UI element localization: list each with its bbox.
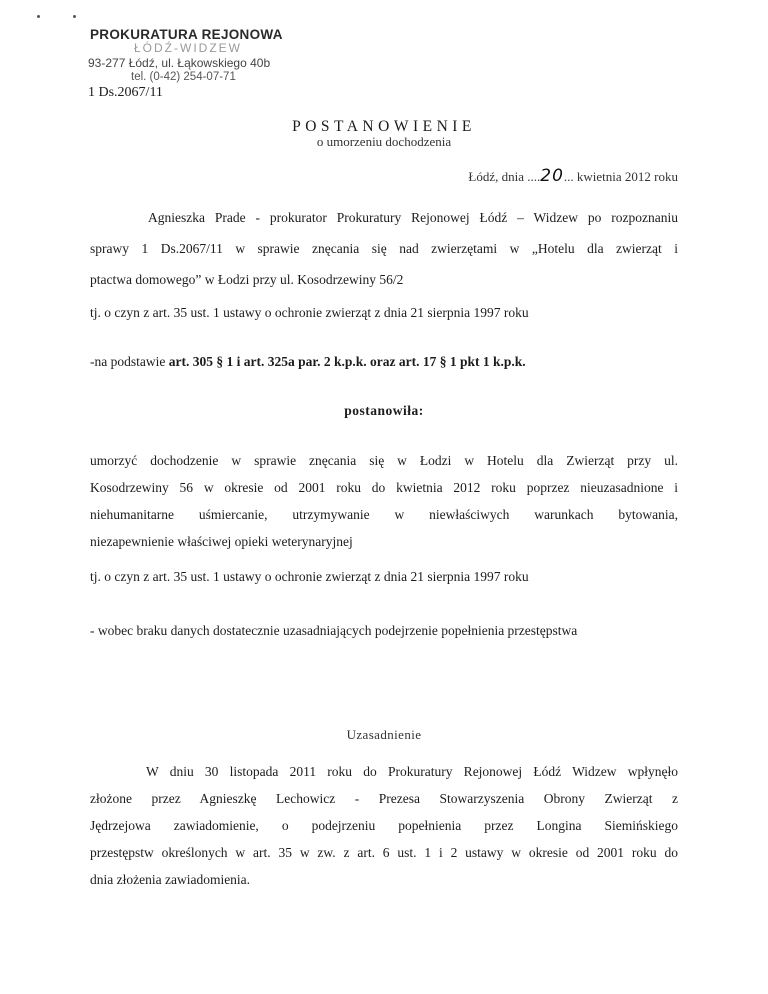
offence-description: tj. o czyn z art. 35 ust. 1 ustawy o ochronie zwierząt z dnia 21 sierpnia 1997 roku bbox=[90, 305, 529, 320]
decision-line: Kosodrzewiny 56 w okresie od 2001 roku do kwietnia 2012 roku poprzez nieuzasadnione i bbox=[90, 480, 678, 495]
stamp-district: ŁÓDŹ-WIDZEW bbox=[134, 41, 242, 55]
stamp-office-name: PROKURATURA REJONOWA bbox=[90, 27, 283, 42]
decision-paragraph bbox=[90, 447, 678, 555]
document-subtitle: o umorzeniu dochodzenia bbox=[316, 134, 452, 149]
intro-line: sprawy 1 Ds.2067/11 w sprawie znęcania się nad zwierzętami w „Hotelu dla zwierząt i bbox=[90, 241, 678, 256]
intro-line: Agnieszka Prade - prokurator Prokuratury Rejonowej Łódź – Widzew po rozpoznaniu bbox=[148, 210, 678, 225]
scan-speck bbox=[73, 15, 76, 18]
scan-speck bbox=[37, 15, 40, 18]
justification-line: przestępstw określonych w art. 35 w zw. z art. 6 ust. 1 i 2 ustawy w okresie od 2001 roku do bbox=[90, 845, 678, 860]
decision-line: niezapewnienie właściwej opieki weterynaryjnej bbox=[90, 534, 353, 549]
decision-line: umorzyć dochodzenie w sprawie znęcania się w Łodzi w Hotelu dla Zwierząt przy ul. bbox=[90, 453, 678, 468]
decision-heading: postanowiła: bbox=[344, 403, 424, 418]
justification-line: dnia złożenia zawiadomienia. bbox=[90, 872, 251, 887]
justification-line: W dniu 30 listopada 2011 roku do Prokuratury Rejonowej Łódź Widzew wpłynęło bbox=[146, 764, 678, 779]
document-title: POSTANOWIENIE bbox=[292, 118, 476, 135]
case-number: 1 Ds.2067/11 bbox=[88, 85, 163, 100]
justification-paragraph bbox=[90, 758, 678, 893]
no-data-clause: - wobec braku danych dostatecznie uzasadniających podejrzenie popełnienia przestępstwa bbox=[90, 623, 578, 638]
legal-basis bbox=[90, 354, 526, 370]
date-day-handwritten: 20 bbox=[540, 166, 564, 186]
legal-basis-prefix: -na podstawie bbox=[90, 354, 169, 369]
legal-basis-articles: art. 305 § 1 i art. 325a par. 2 k.p.k. oraz art. 17 § 1 pkt 1 k.p.k. bbox=[168, 354, 526, 369]
stamp-phone: tel. (0-42) 254-07-71 bbox=[131, 71, 236, 83]
offence-description: tj. o czyn z art. 35 ust. 1 ustawy o ochronie zwierząt z dnia 21 sierpnia 1997 roku bbox=[90, 569, 529, 584]
intro-paragraph bbox=[90, 202, 678, 295]
justification-line: Jędrzejowa zawiadomienie, o podejrzeniu popełnienia przez Longina Siemińskiego bbox=[90, 818, 678, 833]
justification-line: złożone przez Agnieszkę Lechowicz - Prezesa Stowarzyszenia Obrony Zwierząt z bbox=[90, 791, 678, 806]
stamp-address: 93-277 Łódź, ul. Łąkowskiego 40b bbox=[88, 56, 271, 70]
date-prefix: Łódź, dnia .... bbox=[468, 169, 541, 184]
document-date bbox=[468, 166, 678, 186]
date-suffix: ... kwietnia 2012 roku bbox=[563, 169, 678, 184]
decision-line: niehumanitarne uśmiercanie, utrzymywanie w niewłaściwych warunkach bytowania, bbox=[90, 507, 678, 522]
intro-line: ptactwa domowego” w Łodzi przy ul. Kosodrzewiny 56/2 bbox=[90, 272, 404, 287]
justification-heading: Uzasadnienie bbox=[346, 727, 422, 742]
